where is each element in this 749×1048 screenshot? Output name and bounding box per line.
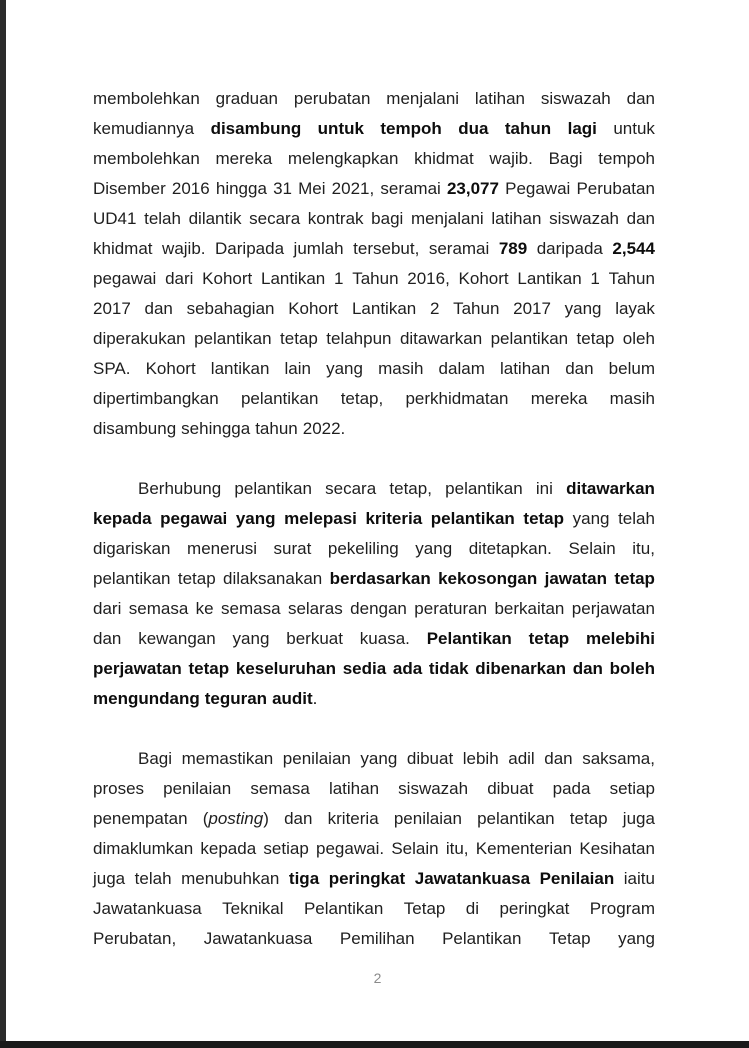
bold-word: jawatan xyxy=(544,569,607,588)
word: digariskan xyxy=(93,539,171,558)
word: Berhubung xyxy=(138,479,222,498)
text-line xyxy=(93,684,655,714)
word: selaras xyxy=(287,599,343,618)
bold-word: mengundang xyxy=(93,689,200,708)
bold-word: Penilaian xyxy=(539,869,615,888)
word: yang xyxy=(415,539,453,558)
bold-word: tetap xyxy=(528,629,570,648)
word: yang xyxy=(572,509,610,528)
word: sebahagian xyxy=(186,299,275,318)
word: Lantikan xyxy=(517,269,582,288)
word: Daripada xyxy=(215,239,285,258)
word: membolehkan xyxy=(93,89,200,108)
word: dan xyxy=(565,359,594,378)
word: Jawatankuasa xyxy=(93,899,202,918)
word: Tetap xyxy=(403,899,446,918)
bold-word: tempoh xyxy=(380,119,442,138)
text-line xyxy=(93,84,655,114)
word: ini xyxy=(535,479,553,498)
text-line xyxy=(93,114,655,144)
word: pegawai. xyxy=(316,839,385,858)
word: telah xyxy=(144,209,181,228)
word: tetap xyxy=(569,809,608,828)
word: ditawarkan xyxy=(399,329,483,348)
word: latihan xyxy=(474,89,525,108)
word: menjalani xyxy=(386,89,460,108)
word: telahpun xyxy=(326,329,392,348)
word: itu, xyxy=(445,839,469,858)
word: pelantikan xyxy=(93,569,171,588)
bold-word: Jawatankuasa xyxy=(414,869,531,888)
word: Pemilihan xyxy=(339,929,415,948)
word: dilantik xyxy=(188,209,242,228)
bold-word: pegawai xyxy=(160,509,228,528)
word: pada xyxy=(552,779,591,798)
word: 1 xyxy=(590,269,600,288)
bold-word: 2,544 xyxy=(612,239,655,258)
word: setiap xyxy=(609,779,655,798)
word: surat xyxy=(273,539,312,558)
paragraph xyxy=(93,474,655,714)
text-line xyxy=(93,804,655,834)
bold-word: tidak xyxy=(428,659,469,678)
word: siswazah xyxy=(540,89,611,108)
word: jumlah xyxy=(293,239,344,258)
word: perjawatan xyxy=(571,599,655,618)
bold-word: Pelantikan xyxy=(426,629,512,648)
bold-word: tahun xyxy=(504,119,552,138)
word: tempoh xyxy=(598,149,655,168)
word: dimaklumkan xyxy=(93,839,194,858)
word: 2 xyxy=(429,299,440,318)
word: pelantikan xyxy=(194,329,272,348)
bold-word: kriteria xyxy=(365,509,423,528)
word: tetap, xyxy=(389,479,432,498)
word: masih xyxy=(378,359,424,378)
text-line xyxy=(93,414,655,444)
word: latihan xyxy=(328,779,380,798)
word: peraturan xyxy=(414,599,488,618)
window-bottom-edge xyxy=(0,1041,749,1048)
word: Pelantikan xyxy=(442,929,522,948)
word: seramai xyxy=(428,239,490,258)
word: Bagi xyxy=(138,749,173,768)
bold-word: dibenarkan xyxy=(475,659,566,678)
text-line xyxy=(93,384,655,414)
word: pelantikan xyxy=(477,809,555,828)
word: membolehkan xyxy=(93,149,200,168)
word: pelantikan xyxy=(490,329,569,348)
word: dibuat xyxy=(487,779,534,798)
paragraph xyxy=(93,84,655,444)
word: tersebut, xyxy=(353,239,420,258)
word: UD41 xyxy=(93,209,137,228)
word: dilaksanakan xyxy=(223,569,323,588)
word: wajib. xyxy=(162,239,206,258)
word: khidmat xyxy=(93,239,153,258)
word: Kohort xyxy=(458,269,509,288)
word: pelantikan xyxy=(445,479,523,498)
word: 2017 xyxy=(513,299,551,318)
bold-word: tiga xyxy=(288,869,320,888)
word: Teknikal xyxy=(222,899,284,918)
bold-word: melepasi xyxy=(284,509,357,528)
word: kuasa. xyxy=(359,629,410,648)
word: Pegawai xyxy=(505,179,571,198)
word: Disember xyxy=(93,179,166,198)
word: Mei xyxy=(298,179,326,198)
document-body xyxy=(93,84,655,954)
text-line xyxy=(93,144,655,174)
word: dan xyxy=(93,629,122,648)
italic-word: posting xyxy=(208,809,264,828)
bold-word: ada xyxy=(392,659,423,678)
word: 2016 xyxy=(171,179,210,198)
bold-word: perjawatan xyxy=(93,659,182,678)
word: untuk xyxy=(613,119,655,138)
word: itu, xyxy=(632,539,655,558)
word: secara xyxy=(249,209,301,228)
bold-word: tetap xyxy=(614,569,655,588)
word: Jawatankuasa xyxy=(203,929,313,948)
word: yang xyxy=(360,749,398,768)
word: graduan xyxy=(215,89,279,108)
word: Selain xyxy=(391,839,439,858)
text-line xyxy=(93,864,655,894)
word: 2016, xyxy=(407,269,450,288)
bold-word: kekosongan xyxy=(438,569,538,588)
word: 1 xyxy=(334,269,344,288)
word: pelantikan xyxy=(234,479,312,498)
text-line xyxy=(93,474,655,504)
text-line xyxy=(93,294,655,324)
word: adil xyxy=(508,749,535,768)
word: tetap xyxy=(280,329,318,348)
bold-word: dua xyxy=(458,119,489,138)
word: Program xyxy=(589,899,655,918)
word: oleh xyxy=(622,329,655,348)
word: yang xyxy=(564,299,602,318)
word: telah xyxy=(618,509,655,528)
text-line xyxy=(93,354,655,384)
text-line xyxy=(93,564,655,594)
word: dipertimbangkan xyxy=(93,389,219,408)
bold-word: boleh xyxy=(609,659,655,678)
word: layak xyxy=(615,299,655,318)
word: juga xyxy=(622,809,655,828)
word: dalam xyxy=(438,359,485,378)
word: 31 xyxy=(273,179,292,198)
word: lebih xyxy=(462,749,499,768)
word: Tahun xyxy=(453,299,500,318)
word: penilaian xyxy=(393,809,462,828)
word: siswazah xyxy=(398,779,469,798)
word: latihan xyxy=(491,209,542,228)
bold-word: ditawarkan xyxy=(566,479,655,498)
word: 2017 xyxy=(93,299,131,318)
document-page xyxy=(6,0,749,1041)
word: tetap, xyxy=(340,389,384,408)
bold-word: 23,077 xyxy=(446,179,499,198)
word: peringkat xyxy=(499,899,570,918)
word: perkhidmatan xyxy=(405,389,509,408)
word: iaitu xyxy=(623,869,655,888)
word: mereka xyxy=(530,389,588,408)
word: diperakukan xyxy=(93,329,186,348)
word: kemudiannya xyxy=(93,119,195,138)
word: wajib. xyxy=(489,149,533,168)
word: (posting) xyxy=(202,809,269,828)
word: dan xyxy=(544,749,573,768)
word: yang xyxy=(326,359,363,378)
word: menerusi xyxy=(187,539,257,558)
bold-word: lagi xyxy=(567,119,597,138)
bold-word: 789 xyxy=(498,239,528,258)
word: hingga xyxy=(215,179,267,198)
word: semasa xyxy=(221,599,281,618)
word: sehingga xyxy=(181,419,251,438)
word: Lantikan xyxy=(351,299,417,318)
word: penilaian xyxy=(282,749,351,768)
word: Pelantikan xyxy=(303,899,384,918)
bold-word: audit. xyxy=(272,689,318,708)
text-line xyxy=(93,894,655,924)
word: tetap xyxy=(576,329,615,348)
word: dari xyxy=(93,599,122,618)
word: Kesihatan xyxy=(579,839,655,858)
word: Tahun xyxy=(608,269,655,288)
word: menjalani xyxy=(410,209,484,228)
bold-word: sedia xyxy=(342,659,387,678)
word: yang xyxy=(232,629,270,648)
word: siswazah xyxy=(549,209,619,228)
bold-word: peringkat xyxy=(328,869,406,888)
word: dan xyxy=(284,809,313,828)
word: kewangan xyxy=(138,629,216,648)
word: Kementerian xyxy=(475,839,573,858)
word: setiap xyxy=(263,839,309,858)
word: Perubatan xyxy=(576,179,655,198)
word: Kohort xyxy=(202,269,253,288)
bold-word: untuk xyxy=(317,119,364,138)
word: dan xyxy=(626,209,655,228)
bold-word: dan xyxy=(572,659,603,678)
text-line xyxy=(93,174,655,204)
word: ke xyxy=(195,599,214,618)
word: telah xyxy=(134,869,172,888)
word: dan xyxy=(626,89,655,108)
bold-word: tetap xyxy=(523,509,565,528)
word: ditetapkan. xyxy=(468,539,552,558)
word: saksama, xyxy=(582,749,655,768)
bold-word: pelantikan xyxy=(430,509,515,528)
text-line xyxy=(93,264,655,294)
word: juga xyxy=(93,869,126,888)
word: secara xyxy=(325,479,377,498)
word: belum xyxy=(608,359,655,378)
word: pegawai xyxy=(93,269,157,288)
text-line xyxy=(93,654,655,684)
word: penilaian xyxy=(163,779,232,798)
word: Kohort xyxy=(288,299,339,318)
word: proses xyxy=(93,779,145,798)
bold-word: melebihi xyxy=(586,629,655,648)
text-line xyxy=(93,204,655,234)
word: lantikan xyxy=(210,359,270,378)
word: semasa xyxy=(250,779,310,798)
word: dibuat xyxy=(406,749,454,768)
word: semasa xyxy=(128,599,189,618)
word: bagi xyxy=(371,209,404,228)
page-number: 2 xyxy=(373,970,382,986)
bold-word: berdasarkan xyxy=(329,569,431,588)
word: Tetap xyxy=(548,929,591,948)
word: latihan xyxy=(499,359,551,378)
text-line xyxy=(93,624,655,654)
word: dari xyxy=(165,269,194,288)
word: Bagi xyxy=(548,149,583,168)
bold-word: teguran xyxy=(204,689,268,708)
word: kepada xyxy=(200,839,257,858)
paragraph xyxy=(93,744,655,954)
text-line xyxy=(93,324,655,354)
word: Selain xyxy=(568,539,616,558)
word: berkaitan xyxy=(494,599,565,618)
word: kriteria xyxy=(327,809,379,828)
word: kontrak xyxy=(307,209,364,228)
word: di xyxy=(465,899,480,918)
text-line xyxy=(93,504,655,534)
text-line xyxy=(93,234,655,264)
bold-word: tetap xyxy=(188,659,230,678)
word: disambung xyxy=(93,419,177,438)
word: yang xyxy=(618,929,655,948)
word: penempatan xyxy=(93,809,188,828)
word: daripada xyxy=(536,239,603,258)
word: Lantikan xyxy=(260,269,326,288)
word: tetap xyxy=(177,569,216,588)
text-line xyxy=(93,924,655,954)
word: Kohort xyxy=(145,359,196,378)
word: Perubatan, xyxy=(93,929,177,948)
word: pelantikan xyxy=(240,389,319,408)
text-line xyxy=(93,594,655,624)
word: melengkapkan xyxy=(287,149,399,168)
word: tahun xyxy=(255,419,298,438)
word: berkuat xyxy=(286,629,343,648)
word: pekeliling xyxy=(327,539,399,558)
word: SPA. xyxy=(93,359,131,378)
bold-word: keseluruhan xyxy=(235,659,336,678)
word: memastikan xyxy=(181,749,274,768)
word: masih xyxy=(609,389,655,408)
text-line xyxy=(93,534,655,564)
word: dengan xyxy=(350,599,407,618)
bold-word: yang xyxy=(235,509,276,528)
word: dan xyxy=(144,299,173,318)
word: mereka xyxy=(215,149,273,168)
word: seramai xyxy=(380,179,441,198)
text-line xyxy=(93,834,655,864)
word: perubatan xyxy=(293,89,371,108)
text-line xyxy=(93,774,655,804)
word: lain xyxy=(284,359,311,378)
word: Tahun xyxy=(352,269,399,288)
word: khidmat xyxy=(414,149,474,168)
bold-word: disambung xyxy=(210,119,302,138)
word: menubuhkan xyxy=(181,869,280,888)
text-line xyxy=(93,744,655,774)
bold-word: kepada xyxy=(93,509,152,528)
word: 2021, xyxy=(331,179,375,198)
word: 2022. xyxy=(302,419,346,438)
